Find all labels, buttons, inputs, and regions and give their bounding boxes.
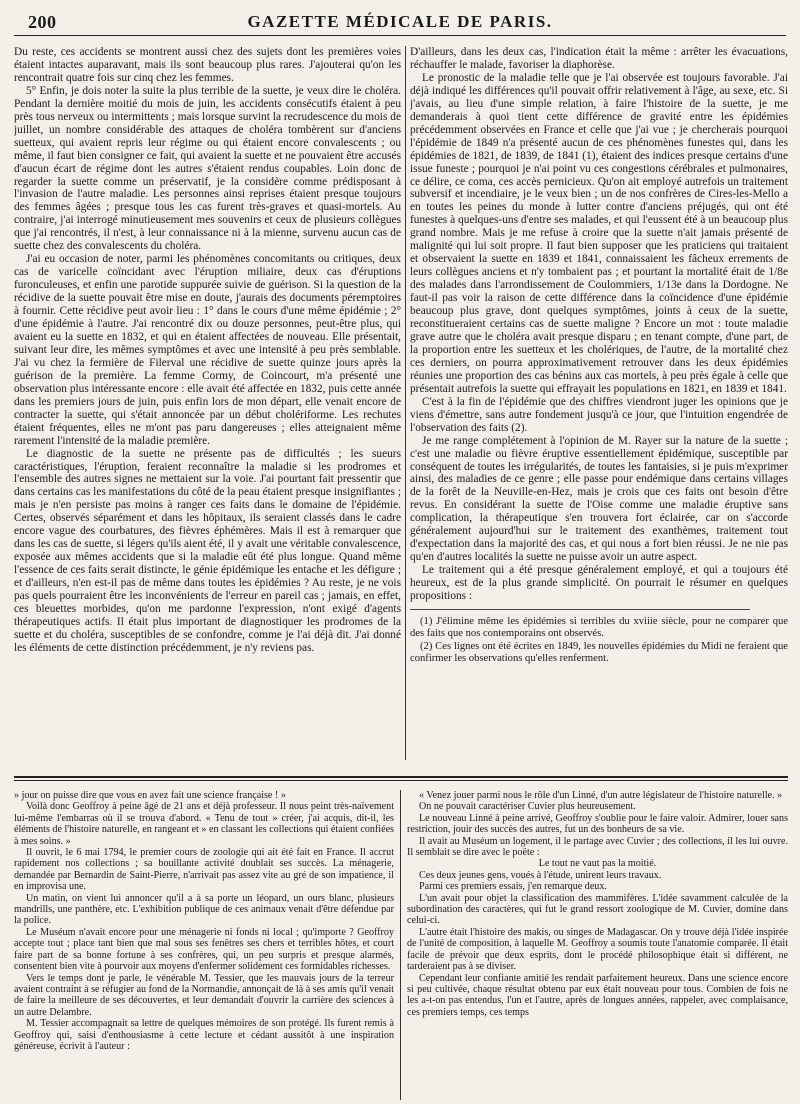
paragraph: Il avait au Muséum un logement, il le partage avec Cuvier ; des collections, il les lui ouvre. Il semblait se dire avec le poëte : xyxy=(407,835,788,859)
column-divider xyxy=(405,46,406,760)
paragraph: Le pronostic de la maladie telle que je l'ai observée est toujours favorable. J'ai déjà indiqué les différences qu'il pouvait offrir relativement à l'âge, au sexe, etc. Si j'avais, au lieu d'une simple relation, à faire l'histoire de la suette, je me demanderais à quoi tient cette différence de gravité entre les épidémies précédemment observées en France et celle que j'ai vue ; je chercherais pourquoi l'épidémie de 1849 n'a présenté aucun de ces phénomènes funestes qui, dans les épidémies de 1821, de 1839, de 1841 (1), étaient des indices presque certains d'une issue funeste ; pourquoi je n'ai point vu ces congestions cérébrales et pulmonaires, ce délire, ce coma, ces accès pernicieux. Qu'on ait employé autrefois un traitement subversif et incendiaire, je le veux bien ; un de nos confrères de Cires-les-Mello a en toutes les peines du monde à lutter contre d'anciens préjugés, qui ont été funestes à quelques-uns d'entre ses malades, et qui l'eussent été à un beaucoup plus grand nombre. Mais je me refuse à croire que la suette n'ait jamais présenté de malignité qui lui soit propre. Il faut bien supposer que les praticiens qui traitaient et observaient la suette en 1839 et 1841, connaissaient les fâcheux errements de leurs collègues anciens et n'y tombaient pas ; et pourtant la mortalité était de 1/8e des malades dans l'arrondissement de Coulommiers, 1/13e dans la Dordogne. Ne faut-il pas voir la raison de cette différence dans la coïncidence d'une épidémie beaucoup plus grave, dont quelques symptômes, joints à ceux de la suette, reconstitueraient certains cas de suette maligne ? Encore un mot : toute maladie grave autre que le choléra avait presque disparu ; en tenant compte, d'une part, de la proportion entre les suetteux et les cholériques, de l'autre, de la mortalité chez ces derniers, on pourra approximativement retrouver dans les deux épidémies réunies une proportion des cas bénins aux cas mortels, à peu près égale à celle que présentait autrefois la suette qui effrayait les populations en 1821, en 1839 et 1841. xyxy=(410,71,788,395)
feuilleton-rule xyxy=(14,776,788,778)
footnotes xyxy=(410,616,788,666)
paragraph: M. Tessier accompagnait sa lettre de quelques mémoires de son protégé. Ils furent remis à Geoffroy qui, saisi d'enthousiasme à cette lecture et cédant aussitôt à une inspiration généreuse, écrivit à l'auteur : xyxy=(14,1018,394,1052)
paragraph: Parmi ces premiers essais, j'en remarque deux. xyxy=(419,881,607,893)
page-number: 200 xyxy=(28,12,57,32)
paragraph: Il ouvrit, le 6 mai 1794, le premier cours de zoologie qui ait été fait en France. Il accrut rapidement nos collections ; sa bouillante activité doublait ses succès. La ménagerie, demandée par Bernardin de Saint-Pierre, n'arrivait pas assez vite au gré de son impatience, il en improvisa une. xyxy=(14,847,394,893)
paragraph: Le diagnostic de la suette ne présente pas de difficultés ; les sueurs caractéristiques, l'éruption, feraient reconnaître la maladie si les prodromes et l'ensemble des autres signes ne mettaient sur la voie. J'ai pourtant fait pressentir que dans certains cas les manifestations du côté de la peau étaient presque insignifiantes ; mais je n'en persiste pas moins à ranger ces faits dans le domaine de l'épidémie. Certes, observés séparément et dans les hôpitaux, ils seraient classés dans le cadre encore vague des courbatures, des fièvres éphémères. Mais il est à remarquer que dans les cas de suette, si légers qu'ils aient été, il y avait une véritable convalescence, exposée aux mêmes accidents que si la maladie eût été plus longue. Quand même l'essence de ces faits serait distincte, le génie épidémique les entache et les défigure ; et d'ailleurs, n'en est-il pas de même dans toutes les épidémies ? Au reste, je ne vois pas quels pourraient être les inconvénients de l'erreur en pareil cas ; jamais, en effet, ces bleuettes morbides, qu'on me pardonne l'expression, n'ont exigé d'agents thérapeutiques actifs. Il était plus important de diagnostiquer les prodromes de la suette et du choléra, susceptibles de se confondre, comme je l'ai déjà dit. J'ai donné les éléments de cette distinction précédemment, je n'y reviens pas. xyxy=(14,447,401,654)
paragraph: J'ai eu occasion de noter, parmi les phénomènes concomitants ou critiques, deux cas de varicelle coïncidant avec l'éruption miliaire, deux cas d'éruptions furonculeuses, et enfin une parotide suppurée suivie de guérison. Si la question de la récidive de la suette pouvait être mise en doute, j'aurais des documents péremptoires à fournir. Cette récidive peut avoir lieu : 1° dans le cours d'une même épidémie ; 2° d'une épidémie à l'autre. J'ai rencontré dix ou douze personnes, peut-être plus, qui avaient eu la suette en 1832, et qui en étaient affectées de nouveau. Elle présentait, suivant leur dire, les mêmes symptômes et avec une intensité à peu près semblable. J'ai vu chez la fermière de Filerval une récidive de suette quinze jours après la guérison de la première. La femme Cormy, de Coincourt, m'a présenté une observation plus intéressante encore : elle avait été affectée en 1832, puis cette année dans les premiers jours de juin, puis enfin lors de mon départ, elle venait encore de contracter la suette, qui s'était annoncée par un début cholériforme. Les rechutes étaient fréquentes, elles ne m'ont pas paru dangereuses ; elles atteignaient même rarement l'intensité de la maladie première. xyxy=(14,253,401,447)
paragraph: Ces deux jeunes gens, voués à l'étude, unirent leurs travaux. xyxy=(419,869,662,881)
page-header xyxy=(14,10,786,36)
paragraph: « Venez jouer parmi nous le rôle d'un Linné, d'un autre législateur de l'histoire naturelle. » xyxy=(419,790,783,801)
paragraph: Le Muséum n'avait encore pour une ménagerie ni fonds ni local ; qu'importe ? Geoffroy accepte tout ; place tant bien que mal sous ses fenêtres ses chers et terribles hôtes, et court faire part de sa bonne fortune à ses confrères, qui, un peu surpris et presque alarmés, consentent bien vite à pourvoir aux moyens d'enfermer solidement ces formidables richesses. xyxy=(14,926,394,973)
paragraph: Le traitement qui a été presque généralement employé, et qui a toujours été heureux, est de la plus grande simplicité. On pourrait le résumer en quelques propositions : xyxy=(410,564,788,603)
paragraph: C'est à la fin de l'épidémie que des chiffres viendront juger les opinions que je viens d'émettre, sans autre fondement jusqu'à ce jour, que l'intuition engendrée de l'observation des faits (2). xyxy=(410,395,788,434)
paragraph: Du reste, ces accidents se montrent aussi chez des sujets dont les premières voies étaient intactes auparavant, mais ils sont beaucoup plus rares. J'ajouterai qu'on les rencontrait quatre fois sur cinq chez les femmes. xyxy=(14,46,401,84)
paragraph: L'un avait pour objet la classification des mammifères. L'idée savamment calculée de la subordination des caractères, qui fut le grand ressort zoologique de M. Cuvier, domine dans celui-ci. xyxy=(407,892,788,927)
paragraph: Le nouveau Linné à peine arrivé, Geoffroy s'oublie pour le faire valoir. Admirer, louer sans restriction, jouir des succès des autres, fut un des bonheurs de sa vie. xyxy=(407,812,788,836)
paragraph: L'autre était l'histoire des makis, ou singes de Madagascar. On y trouve déjà l'idée inspirée de l'unité de composition, à laquelle M. Geoffroy a soumis toute l'anatomie comparée. Il était facile de prévoir que deux esprits, dont le procédé philosophique était si différent, ne tarderaient pas à se diviser. xyxy=(407,926,788,973)
journal-title: GAZETTE MÉDICALE DE PARIS. xyxy=(247,12,553,31)
paragraph: » jour on puisse dire que vous en avez fait une science française ! » xyxy=(14,790,286,801)
paragraph: Vers le temps dont je parle, le vénérable M. Tessier, que les mauvais jours de la terreur avaient contraint à se réfugier au fond de la Normandie, annonçait de là à ses amis qu'il venait de faire la meilleure de ses découvertes, et leur demandait d'ouvrir la carrière des sciences à un autre Delambre. xyxy=(14,972,394,1018)
footnote: (1) J'élimine même les épidémies si terribles du xviiie siècle, pour ne comparer que des faits que nos contemporains ont observés. xyxy=(410,615,788,640)
paragraph: 5° Enfin, je dois noter la suite la plus terrible de la suette, je veux dire le choléra. Pendant la dernière moitié du mois de juin, les accidents consécutifs étaient à peu près tous nerveux ou intermittents ; mais lorsque survint la recrudescence du mois de juillet, un nombre considérable des attaques de choléra tombèrent sur d'anciens suetteux, qui avaient repris leur régime ou qui étaient encore convalescents ; ou même, il faut bien consigner ce fait, qui avaient la suette et ne pouvaient être accusés d'aucun écart de régime dont les autres s'étaient rendus coupables. Loin donc de regarder la suette comme un préservatif, je la considère comme prédisposant à l'invasion de l'autre maladie. Les personnes ainsi reprises étaient presque toujours des femmes âgées ; presque tous les cas furent très-graves et quasi-mortels. Au contraire, j'ai interrogé minutieusement mes souvenirs et ceux de plusieurs collègues que j'ai rencontrés, il n'est, à leur connaissance ni à la mienne, survenu aucun cas de suette chez des convalescents du choléra. xyxy=(14,84,401,253)
column-divider xyxy=(400,790,401,1100)
footnote: (2) Ces lignes ont été écrites en 1849, les nouvelles épidémies du Midi ne feraient que confirmer les observations qu'elles renferment. xyxy=(410,640,788,665)
top-right-column xyxy=(410,46,788,760)
paragraph: Un matin, on vient lui annoncer qu'il a à sa porte un léopard, un ours blanc, plusieurs mandrills, une panthère, etc. L'exhibition publique de ces animaux venait d'être défendue par la police. xyxy=(14,892,394,927)
top-left-column xyxy=(14,46,401,760)
bottom-right-column xyxy=(407,790,788,1100)
paragraph: Cependant leur confiante amitié les rendait parfaitement heureux. Dans une science encore si peu cultivée, chaque résultat obtenu par eux était nouveau pour tous. Combien de fois ne les a-t-on pas entendus, l'un et l'autre, après de longues années, rappeler, avec complaisance, ces premiers temps, ces temps xyxy=(407,972,788,1018)
verse-quote: Le tout ne vaut pas la moitié. xyxy=(538,858,657,870)
paragraph: On ne pouvait caractériser Cuvier plus heureusement. xyxy=(419,801,636,813)
footnote-separator xyxy=(410,609,750,610)
paragraph: Je me range complétement à l'opinion de M. Rayer sur la nature de la suette ; c'est une maladie ou fièvre éruptive essentiellement épidémique, susceptible par conséquent de toutes les irrégularités, de toutes les fantaisies, si je puis m'exprimer ainsi, des maladies de ce genre ; elle passe pour endémique dans certains villages de la forêt de la Neuville-en-Hez, mais je crois que ces faits ont besoin d'être revus. En considérant la suette de l'Oise comme une maladie éruptive sans complication, la thérapeutique s'en trouvera fort éclairée, car on s'accorde généralement aujourd'hui sur le traitement des exanthèmes, traitement tout d'expectation dans la majorité des cas, et qui nous a fort bien réussi. Je ne nie pas qu'en d'autres localités la suette ne puisse avoir un autre aspect. xyxy=(410,434,788,564)
paragraph: Voilà donc Geoffroy à peine âgé de 21 ans et déjà professeur. Il nous peint très-naïvement lui-même l'embarras où il se trouva d'abord. « Tenu de tout » créer, j'ai acquis, dit-il, les éléments de l'histoire naturelle, en rangeant et » en classant les collections qui étaient confiées à mes soins. » xyxy=(14,801,394,847)
feuilleton-rule xyxy=(14,780,788,781)
paragraph: D'ailleurs, dans les deux cas, l'indication était la même : arrêter les évacuations, réchauffer le malade, favoriser la diaphorèse. xyxy=(410,46,788,71)
bottom-left-column xyxy=(14,790,394,1100)
